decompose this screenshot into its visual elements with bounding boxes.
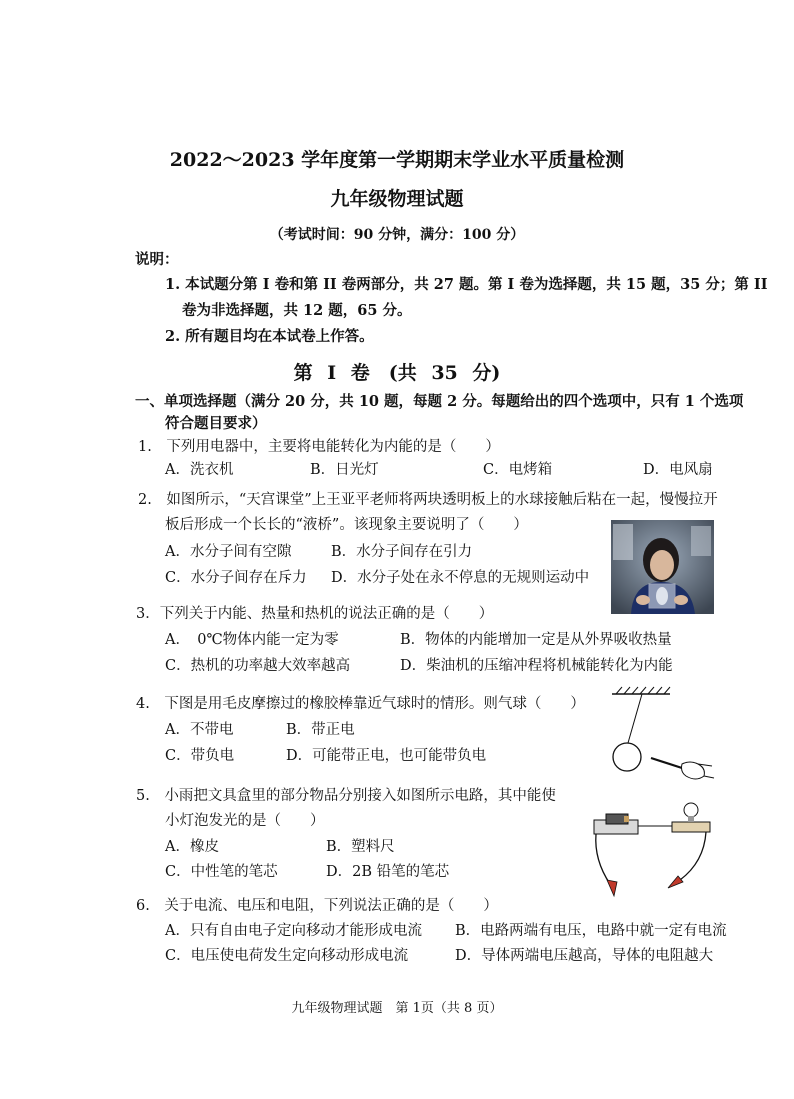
q5-stem-line-2: 小灯泡发光的是（ ） (165, 813, 325, 829)
q6-option-a: A．只有自由电子定向移动才能形成电流 (165, 923, 422, 939)
part1-heading-line-2: 符合题目要求） (165, 415, 267, 432)
q2-stem-line-2: 板后形成一个长长的“液桥”。该现象主要说明了（ ） (165, 517, 528, 533)
q1-option-d: D．电风扇 (643, 462, 713, 478)
q4-option-a: A．不带电 (165, 722, 234, 738)
q1-stem: 1. 下列用电器中，主要将电能转化为内能的是（ ） (138, 439, 500, 455)
q4-option-d: D．可能带正电，也可能带负电 (286, 748, 487, 764)
q5-stem-line-1: 5. 小雨把文具盒里的部分物品分别接入如图所示电路，其中能使 (136, 788, 556, 804)
q3-option-c: C．热机的功率越大效率越高 (165, 658, 351, 674)
q5-option-d: D．2B 铅笔的笔芯 (326, 864, 450, 880)
instructions-heading: 说明： (135, 251, 179, 268)
q2-option-c: C．水分子间存在斥力 (165, 570, 307, 586)
q4-balloon-rod-figure (598, 686, 716, 786)
q2-stem-line-1: 2. 如图所示，“天宫课堂”上王亚平老师将两块透明板上的水球接触后粘在一起，慢慢拉开 (138, 492, 718, 508)
q6-option-d: D．导体两端电压越高，导体的电阻越大 (455, 948, 714, 964)
q1-option-a: A．洗衣机 (165, 462, 234, 478)
exam-info: （考试时间：90 分钟，满分：100 分） (269, 227, 525, 243)
q6-option-c: C．电压使电荷发生定向移动形成电流 (165, 948, 409, 964)
page-footer: 九年级物理试题 第 1页（共 8 页） (291, 1001, 503, 1016)
q2-option-d: D．水分子处在永不停息的无规则运动中 (331, 570, 590, 586)
q3-option-a: A． 0℃物体内能一定为零 (165, 632, 339, 648)
q5-option-a: A．橡皮 (165, 839, 219, 855)
instruction-item-1-line-2: 卷为非选择题，共 12 题，65 分。 (182, 302, 412, 319)
q2-liquid-bridge-photo (611, 520, 714, 614)
q2-option-b: B．水分子间存在引力 (331, 544, 473, 560)
q6-option-b: B．电路两端有电压，电路中就一定有电流 (455, 923, 727, 939)
q1-option-c: C．电烤箱 (483, 462, 553, 478)
q3-option-b: B．物体的内能增加一定是从外界吸收热量 (400, 632, 672, 648)
q3-option-d: D．柴油机的压缩冲程将机械能转化为内能 (400, 658, 673, 674)
q4-option-b: B．带正电 (286, 722, 355, 738)
q6-stem: 6. 关于电流、电压和电阻，下列说法正确的是（ ） (136, 898, 498, 914)
q5-option-b: B．塑料尺 (326, 839, 395, 855)
exam-subject: 九年级物理试题 (330, 188, 464, 210)
q5-circuit-figure (588, 800, 716, 900)
instruction-item-1-line-1: 1. 本试题分第 I 卷和第 II 卷两部分，共 27 题。第 I 卷为选择题，共 15 题，35 分；第 II (165, 276, 768, 293)
q4-option-c: C．带负电 (165, 748, 235, 764)
exam-title: 2022～2023 学年度第一学期期末学业水平质量检测 (169, 149, 625, 171)
q5-option-c: C．中性笔的笔芯 (165, 864, 278, 880)
instruction-item-2: 2. 所有题目均在本试卷上作答。 (165, 328, 374, 345)
section-title: 第 I 卷 (共 35 分) (293, 362, 501, 384)
part1-heading-line-1: 一、单项选择题（满分 20 分，共 10 题，每题 2 分。每题给出的四个选项中，只有 1 个选项 (135, 393, 744, 410)
q1-option-b: B．日光灯 (310, 462, 379, 478)
q2-option-a: A．水分子间有空隙 (165, 544, 292, 560)
q4-stem: 4. 下图是用毛皮摩擦过的橡胶棒靠近气球时的情形。则气球（ ） (136, 696, 585, 712)
q3-stem: 3．下列关于内能、热量和热机的说法正确的是（ ） (136, 606, 494, 622)
